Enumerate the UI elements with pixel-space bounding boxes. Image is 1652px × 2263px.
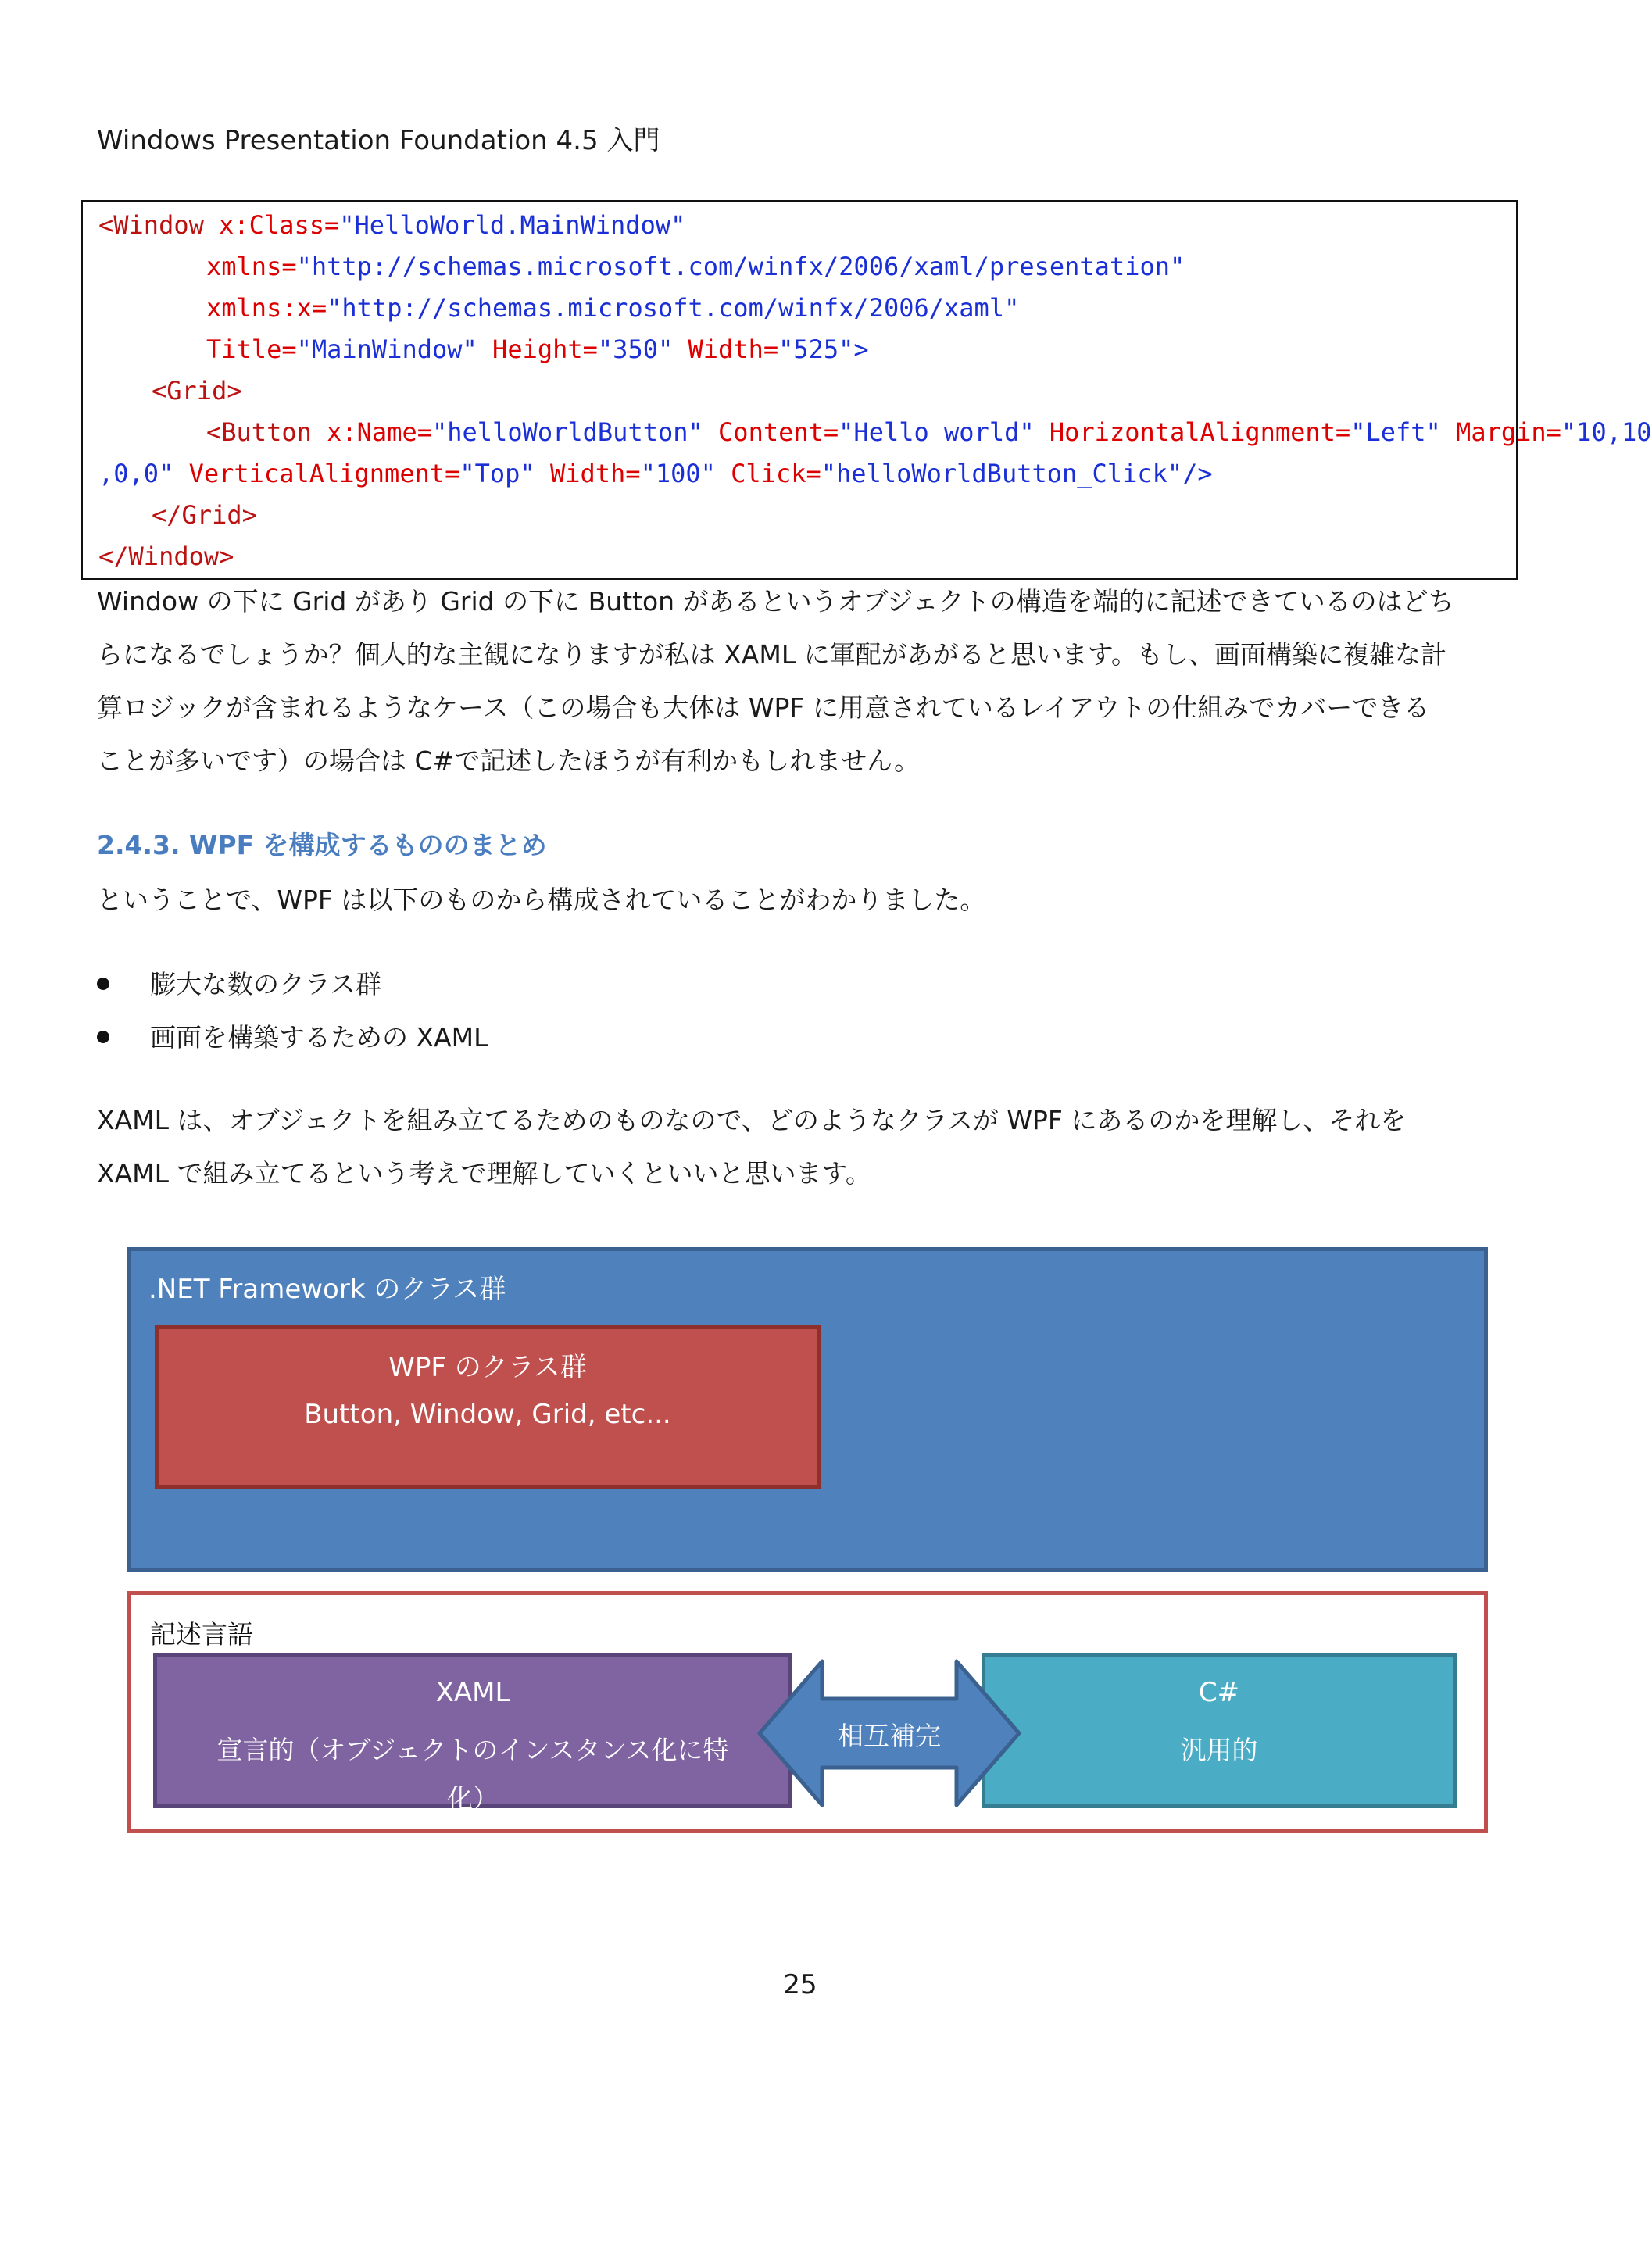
bullet-item [97,1017,488,1054]
code-token: VerticalAlignment= [173,459,460,488]
code-token: xmlns:x= [206,293,327,323]
code-line-8 [152,499,257,531]
bullet-icon [97,1031,109,1043]
code-token: "http://schemas.microsoft.com/winfx/2006/xaml" [327,293,1020,323]
paragraph-line: らになるでしょうか？個人的な主観になりますが私は XAML に軍配があがると思います。もし、画面構築に複雑な計 [97,639,1447,670]
code-token: x:Name= [311,417,432,447]
code-token: Width= [535,459,641,488]
bullet-text: 画面を構築するための XAML [150,1022,488,1053]
paragraph-line: ことが多いです）の場合は C#で記述したほうが有利かもしれません。 [97,745,921,776]
code-token: </Window> [98,542,234,571]
code-token: "MainWindow" [296,334,477,364]
page-header: Windows Presentation Foundation 4.5 入門 [97,125,660,156]
bullet-item [97,964,381,1001]
csharp-description: 汎用的 [1180,1735,1258,1765]
code-token: Margin= [1440,417,1561,447]
code-line-6 [206,416,1652,448]
xaml-description-overflow [153,1774,792,1814]
code-line-1 [98,209,685,241]
xaml-description-cut: 化） [447,1783,499,1814]
code-line-7 [98,458,1213,489]
code-token: "Hello world" [839,417,1035,447]
code-token: "Left" [1350,417,1441,447]
code-token: <Button [206,417,312,447]
code-token: > [853,334,869,364]
wpf-classes-examples: Button, Window, Grid, etc... [304,1399,671,1430]
wpf-classes-title: WPF のクラス群 [388,1352,587,1383]
section-heading: 2.4.3. WPF を構成するもののまとめ [97,830,547,860]
code-token: <Grid> [152,376,242,406]
code-line-9 [98,541,234,572]
bullet-text: 膨大な数のクラス群 [150,969,382,999]
code-token: Click= [715,459,821,488]
code-line-4 [206,334,869,365]
code-token: Height= [477,334,598,364]
code-token: ,0,0" [98,459,174,488]
intro-text: ということで、WPF は以下のものから構成されていることがわかりました。 [97,885,986,915]
code-line-3 [206,292,1019,324]
code-token: Title= [206,334,297,364]
page-number: 25 [783,1969,817,2000]
code-line-2 [206,251,1185,282]
description-language-title: 記述言語 [150,1619,253,1650]
code-token: "100" [640,459,716,488]
xaml-title: XAML [435,1677,510,1708]
code-token: "http://schemas.microsoft.com/winfx/2006/xaml/presentation" [296,252,1185,281]
code-token: "Top" [459,459,535,488]
code-token: <Window [98,210,204,240]
paragraph-summary [97,1094,1504,1200]
paragraph-line: XAML で組み立てるという考えで理解していくといいと思います。 [97,1158,871,1189]
code-token: "525" [778,334,854,364]
paragraph-line: XAML は、オブジェクトを組み立てるためのものなので、どのようなクラスが WPF にあるのかを理解し、それを [97,1105,1407,1135]
code-token: xmlns= [206,252,297,281]
code-token: /> [1182,459,1213,488]
paragraph-line: Window の下に Grid があり Grid の下に Button があるというオブジェクトの構造を端的に記述できているのはどち [97,586,1454,617]
bullet-icon [97,978,109,990]
code-token: "HelloWorld.MainWindow" [339,210,686,240]
code-token: </Grid> [152,500,257,530]
csharp-title: C# [1198,1677,1240,1708]
code-token: Width= [673,334,779,364]
code-token: "350" [597,334,674,364]
arrow-label: 相互補完 [838,1721,941,1751]
xaml-description: 宣言的（オブジェクトのインスタンス化に特 [216,1735,729,1765]
code-token: x:Class= [203,210,340,240]
code-token: "helloWorldButton_Click" [821,459,1183,488]
code-block [81,200,1652,580]
code-line-5 [152,375,242,406]
code-token: HorizontalAlignment= [1034,417,1351,447]
net-framework-title: .NET Framework のクラス群 [148,1274,506,1305]
code-token: "helloWorldButton" [431,417,703,447]
paragraph-line: 算ロジックが含まれるようなケース（この場合も大体は WPF に用意されているレイアウトの仕組みでカバーできる [97,692,1430,723]
code-token: Content= [703,417,839,447]
paragraph-comparison [97,575,1504,788]
code-token: "10,10 [1561,417,1652,447]
